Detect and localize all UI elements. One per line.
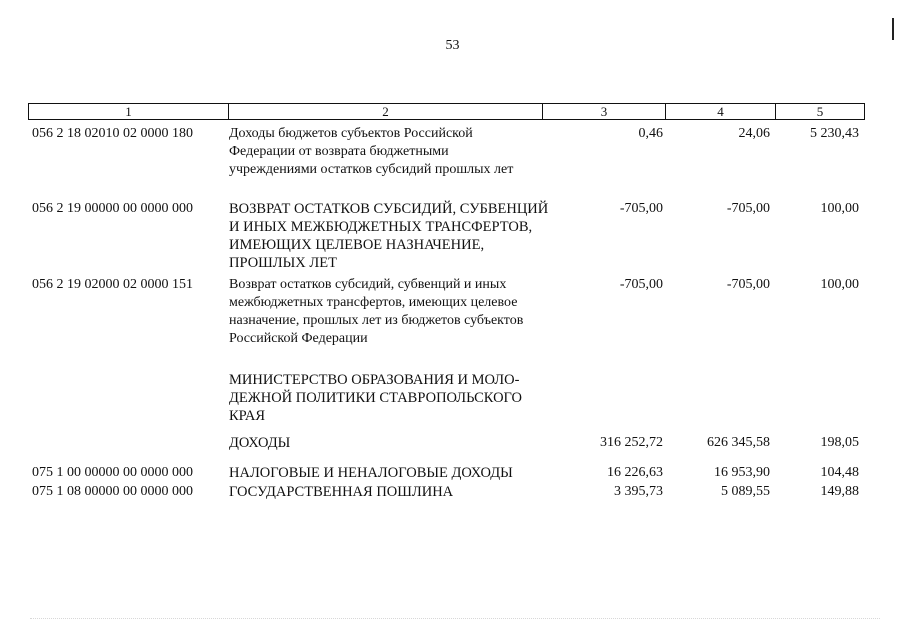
value-col-4: -705,00: [726, 277, 770, 292]
income-name: ДОХОДЫ: [229, 435, 291, 451]
value-col-4: 24,06: [738, 126, 770, 141]
value-col-5: 104,48: [820, 465, 859, 480]
column-header-table: [28, 103, 865, 120]
column-header-5: 5: [776, 104, 865, 120]
budget-code: 075 1 08 00000 00 0000 000: [32, 484, 193, 499]
budget-code: 056 2 19 00000 00 0000 000: [32, 201, 193, 216]
income-name: ГОСУДАРСТВЕННАЯ ПОШЛИНА: [229, 484, 454, 500]
income-name: Доходы бюджетов субъектов Российской Федерации от возврата бюджетными учреждениями остатков субсидий прошлых лет: [229, 126, 514, 177]
value-col-3: 0,46: [638, 126, 663, 141]
value-col-5: 100,00: [820, 201, 859, 216]
column-header-2: 2: [229, 104, 543, 120]
scan-edge-mark: [892, 18, 894, 40]
value-col-4: 16 953,90: [714, 465, 770, 480]
value-col-3: 16 226,63: [607, 465, 663, 480]
scan-artifact-line: [30, 618, 880, 623]
budget-code: 056 2 19 02000 02 0000 151: [32, 277, 193, 292]
budget-code: 056 2 18 02010 02 0000 180: [32, 126, 193, 141]
value-col-3: -705,00: [619, 201, 663, 216]
value-col-4: 5 089,55: [721, 484, 770, 499]
column-header-1: 1: [29, 104, 229, 120]
value-col-5: 198,05: [820, 435, 859, 450]
ministry-heading: МИНИСТЕРСТВО ОБРАЗОВАНИЯ И МОЛО-ДЕЖНОЙ ПОЛИТИКИ СТАВРОПОЛЬСКОГО КРАЯ: [229, 372, 523, 424]
value-col-5: 149,88: [820, 484, 859, 499]
value-col-4: -705,00: [726, 201, 770, 216]
column-header-4: 4: [666, 104, 776, 120]
income-name: Возврат остатков субсидий, субвенций и иных межбюджетных трансфертов, имеющих целевое назначение, прошлых лет из бюджетов субъектов Российской Федерации: [229, 277, 524, 346]
value-col-5: 5 230,43: [810, 126, 859, 141]
value-col-3: -705,00: [619, 277, 663, 292]
value-col-4: 626 345,58: [707, 435, 770, 450]
column-header-3: 3: [543, 104, 666, 120]
budget-code: 075 1 00 00000 00 0000 000: [32, 465, 193, 480]
value-col-3: 3 395,73: [614, 484, 663, 499]
value-col-3: 316 252,72: [600, 435, 663, 450]
page-number: 53: [445, 38, 460, 53]
income-name: ВОЗВРАТ ОСТАТКОВ СУБСИДИЙ, СУБВЕНЦИЙ И ИНЫХ МЕЖБЮДЖЕТНЫХ ТРАНСФЕРТОВ, ИМЕЮЩИХ ЦЕЛЕВОЕ НАЗНАЧЕНИЕ, ПРОШЛЫХ ЛЕТ: [229, 201, 549, 271]
income-name: НАЛОГОВЫЕ И НЕНАЛОГОВЫЕ ДОХОДЫ: [229, 465, 513, 481]
value-col-5: 100,00: [820, 277, 859, 292]
